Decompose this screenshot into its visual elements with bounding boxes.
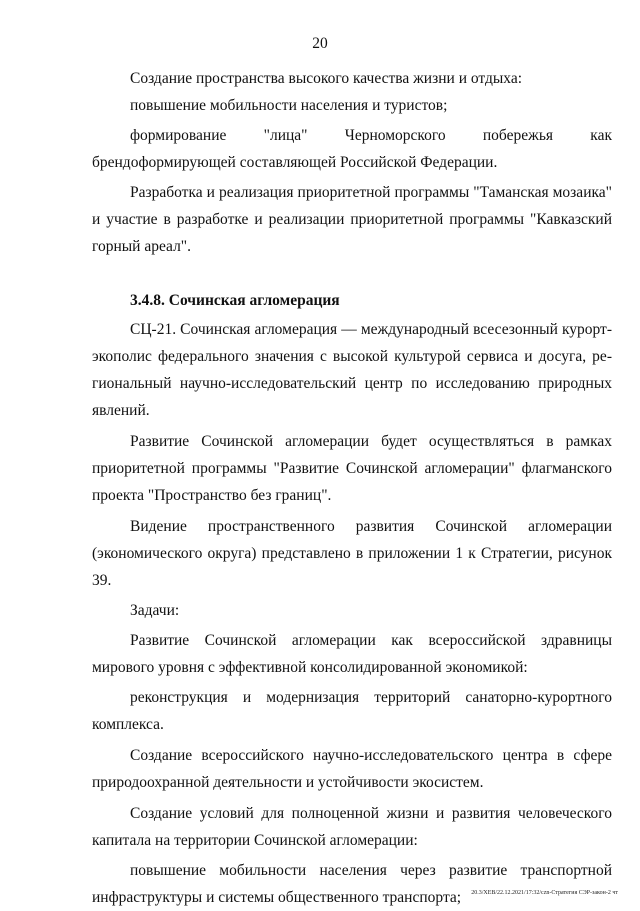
paragraph-sc21: СЦ-21. Сочинская агломерация — международный всесезонный курорт-экополис федерального значения с высокой культурой сервиса и досуга, региональный научно-исследовательский центр по исследованию природных явлений.: [92, 321, 612, 419]
paragraph-mobility-tourists: повышение мобильности населения и туристов;: [130, 97, 448, 114]
paragraph-taman-mosaic: Разработка и реализация приоритетной программы "Таманская мозаика" и участие в разработке и реализации приоритетной программы "Кавказский горный ареал".: [92, 184, 612, 255]
paragraph-reconstruction: реконструкция и модернизация территорий санаторно-курортного комплекса.: [92, 689, 612, 733]
paragraph-quality-of-life: Создание пространства высокого качества жизни и отдыха:: [130, 70, 523, 87]
paragraph-transport-mobility: повышение мобильности населения через развитие транспортной инфраструктуры и системы общественного транспорта;: [92, 862, 612, 906]
paragraph-black-sea-face: формирование "лица" Черноморского побережья как брендоформирующей составляющей Российской Федерации.: [92, 127, 612, 171]
paragraph-sochi-program: Развитие Сочинской агломерации будет осуществляться в рамках приоритетной программы "Развитие Сочинской агломерации" флагманского проекта "Пространство без границ".: [92, 433, 612, 504]
document-body: [92, 65, 612, 911]
paragraph-tasks-label: Задачи:: [130, 602, 180, 619]
document-footer-code: 20.3/ХЕВ/22.12.2021/17:32/сzn-Стратегия СЭР-закон-2 чт: [471, 890, 618, 896]
paragraph-health-resort: Развитие Сочинской агломерации как всероссийской здравницы мирового уровня с эффективной консолидированной экономикой:: [92, 632, 612, 676]
page-number: 20: [312, 35, 328, 52]
paragraph-spatial-vision: Видение пространственного развития Сочинской агломерации (экономического округа) представлено в приложении 1 к Стратегии, рисунок 39.: [92, 518, 612, 589]
paragraph-research-center: Создание всероссийского научно-исследовательского центра в сфере природоохранной деятельности и устойчивости экосистем.: [92, 747, 612, 791]
section-heading: 3.4.8. Сочинская агломерация: [130, 292, 340, 309]
paragraph-living-conditions: Создание условий для полноценной жизни и развития человеческого капитала на территории Сочинской агломерации:: [92, 805, 612, 849]
